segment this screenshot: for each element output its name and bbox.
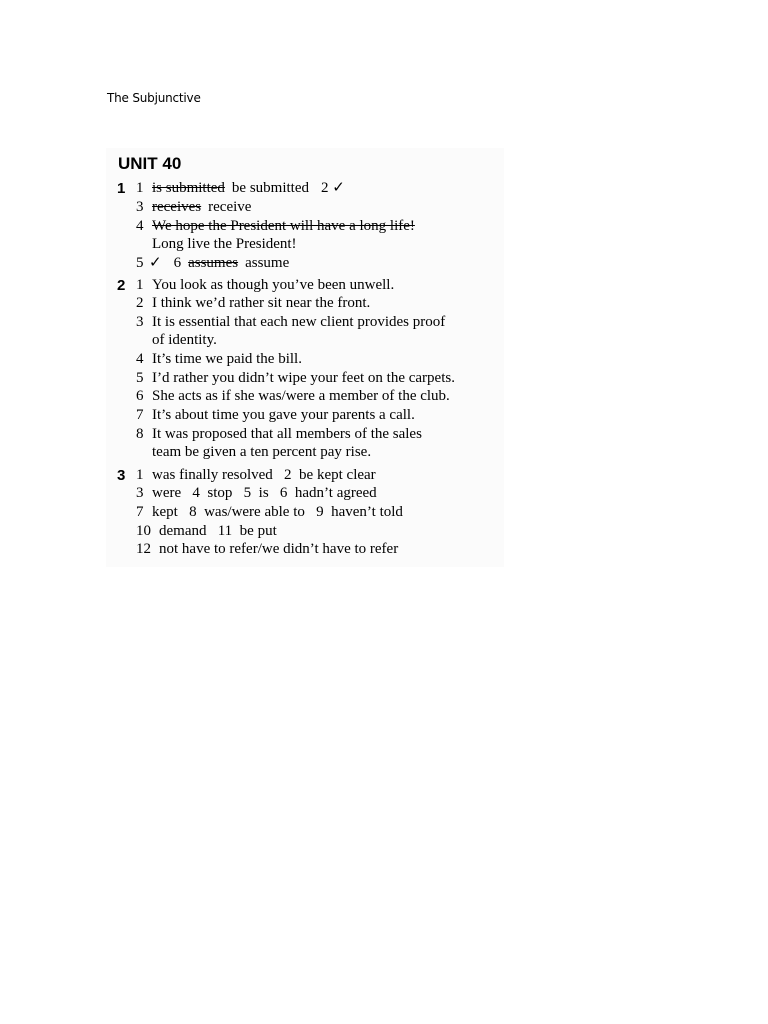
item-number: 4 <box>136 218 144 234</box>
unit-title: UNIT 40 <box>118 154 182 173</box>
item-text: I’d rather you didn’t wipe your feet on the carpets. <box>152 370 455 386</box>
item-number: 5 <box>136 370 144 386</box>
exercise-number: 1 <box>117 180 126 197</box>
check-mark-icon: ✓ <box>332 180 345 196</box>
exercise-number: 3 <box>117 467 126 484</box>
page-title: The Subjunctive <box>107 91 201 105</box>
item-number: 3 <box>136 199 144 215</box>
item-number: 4 <box>136 351 144 367</box>
crossed-out-answer: receives <box>152 199 202 215</box>
corrected-answer: be submitted <box>231 180 309 196</box>
item-number: 1 <box>136 180 144 196</box>
item-number: 8 <box>136 426 144 442</box>
corrected-answer: assume <box>245 255 290 271</box>
item-text <box>152 198 251 217</box>
item-text: It’s time we paid the bill. <box>152 351 302 367</box>
answer-key-image <box>106 148 504 567</box>
corrected-answer: receive <box>208 199 252 215</box>
item-text: were 4 stop 5 is 6 hadn’t agreed <box>152 485 377 501</box>
item-number: 1 <box>136 277 144 293</box>
item-text: of identity. <box>152 332 217 348</box>
item-number: 2 <box>136 295 144 311</box>
item-text: kept 8 was/were able to 9 haven’t told <box>152 504 403 520</box>
item-number: 6 <box>136 388 144 404</box>
crossed-out-answer: We hope the President will have a long life! <box>152 218 415 234</box>
crossed-out-answer: assumes <box>188 255 239 271</box>
crossed-out-answer: is submitted <box>152 180 225 196</box>
item-number: 3 <box>136 314 144 330</box>
corrected-answer: Long live the President! <box>152 236 297 252</box>
item-number: 10 <box>136 523 151 539</box>
item-text <box>152 179 345 198</box>
item-text: was finally resolved 2 be kept clear <box>152 467 376 483</box>
item-text: not have to refer/we didn’t have to refer <box>159 541 399 557</box>
item-text: It is essential that each new client provides proof <box>152 314 446 330</box>
item-text: I think we’d rather sit near the front. <box>152 295 371 311</box>
item-number: 7 <box>136 407 144 423</box>
item-number: 3 <box>136 485 144 501</box>
item-number: 1 <box>136 467 144 483</box>
item-number: 6 <box>173 255 182 271</box>
item-text <box>149 254 289 273</box>
item-number: 7 <box>136 504 144 520</box>
item-text: She acts as if she was/were a member of the club. <box>152 388 450 404</box>
exercise-number: 2 <box>117 277 126 294</box>
check-mark-icon: ✓ <box>149 255 162 271</box>
item-text: You look as though you’ve been unwell. <box>152 277 395 293</box>
item-number: 2 <box>321 180 329 196</box>
item-number: 12 <box>136 541 151 557</box>
item-text: team be given a ten percent pay rise. <box>152 444 372 460</box>
item-text: It was proposed that all members of the sales <box>152 426 422 442</box>
item-text: It’s about time you gave your parents a call. <box>152 407 415 423</box>
item-number: 5 <box>136 255 144 271</box>
item-text: demand 11 be put <box>159 523 277 539</box>
